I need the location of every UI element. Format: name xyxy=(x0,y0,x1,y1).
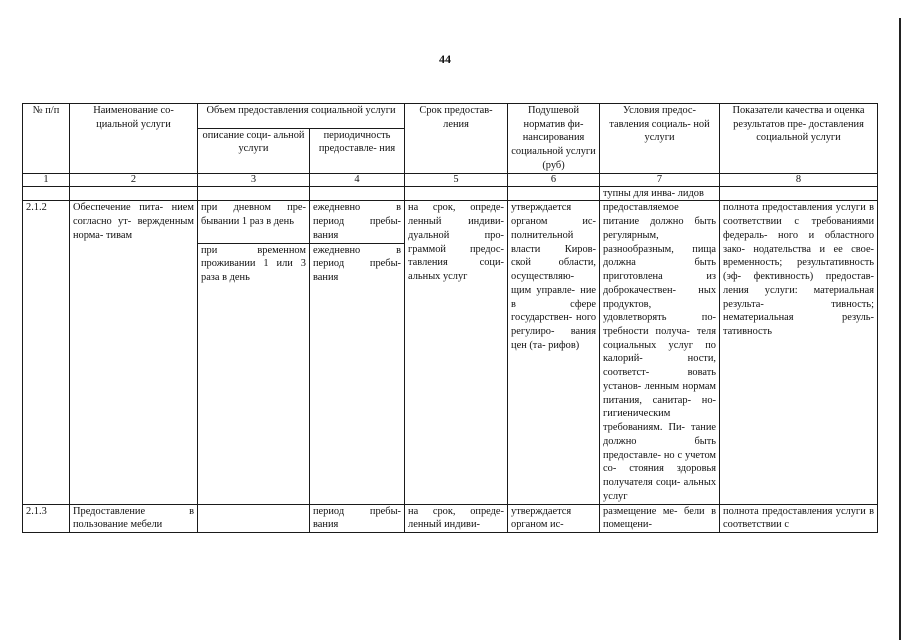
header-service-name: Наименование со- циальной услуги xyxy=(70,104,198,174)
header-description: описание соци- альной услуги xyxy=(198,128,310,173)
row-number: 2.1.3 xyxy=(23,504,70,532)
header-quality: Показатели качества и оценка результатов пре- доставления социальной услуги xyxy=(720,104,878,174)
continuation-row xyxy=(23,186,878,201)
row-conditions: размещение ме- бели в помещени- xyxy=(600,504,720,532)
header-conditions: Условия предос- тавления социаль- ной услуги xyxy=(600,104,720,174)
table-cell xyxy=(198,186,310,201)
row-description-stay: при временном проживании 1 или 3 раза в день xyxy=(198,243,310,504)
continuation-conditions: тупны для инва- лидов xyxy=(600,186,720,201)
page-edge-line xyxy=(899,18,901,640)
row-quality: полнота предоставления услуги в соответствии с xyxy=(720,504,878,532)
column-number: 7 xyxy=(600,173,720,186)
row-service-name: Предоставление в пользование мебели xyxy=(70,504,198,532)
row-norm: утверждается органом ис- полнительной власти Киров- ской области, осуществляю- щим управле- ние в сфере государствен- ного регулиро- вания цен (та- рифов) xyxy=(508,201,600,504)
page-number: 44 xyxy=(439,52,451,66)
row-periodicity-stay: ежедневно в период пребы- вания xyxy=(310,243,405,504)
row-quality: полнота предоставления услуги в соответствии с требованиями федераль- ного и областного зако- нодательства и ее свое- временность; результативность (эф- фективность) предостав- ления услуги: материальная результа- тивность; нематериальная резуль- тативность xyxy=(720,201,878,504)
row-periodicity: период пребы- вания xyxy=(310,504,405,532)
column-number: 5 xyxy=(405,173,508,186)
services-table xyxy=(22,103,878,533)
column-number: 3 xyxy=(198,173,310,186)
row-periodicity-day: ежедневно в период пребы- вания xyxy=(310,201,405,243)
table-cell xyxy=(405,186,508,201)
table-cell xyxy=(23,186,70,201)
row-description-day: при дневном пре- бывании 1 раз в день xyxy=(198,201,310,243)
table-cell xyxy=(70,186,198,201)
table-row xyxy=(23,201,878,243)
header-volume-group: Объем предоставления социальной услуги xyxy=(198,104,405,129)
row-term: на срок, опреде- ленный индиви- дуальной про- граммой предос- тавления соци- альных услуг xyxy=(405,201,508,504)
table-row xyxy=(23,504,878,532)
column-number: 8 xyxy=(720,173,878,186)
header-row-1 xyxy=(23,104,878,129)
row-conditions: предоставляемое питание должно быть регулярным, разнообразным, пища должна быть приготовлена из доброкачествен- ных продуктов, удовлетворять по- требности получа- теля социальных услуг по калорий- ности, соответст- вовать установ- ленным нормам питания, санитар- но-гигиеническим требованиям. Пи- тание должно быть предоставле- но с учетом со- стояния здоровья получателя соци- альных услуг xyxy=(600,201,720,504)
header-periodicity: периодичность предоставле- ния xyxy=(310,128,405,173)
header-num: № п/п xyxy=(23,104,70,174)
row-service-name: Обеспечение пита- нием согласно ут- вержденным норма- тивам xyxy=(70,201,198,504)
table-cell xyxy=(310,186,405,201)
header-term: Срок предостав- ления xyxy=(405,104,508,174)
column-number: 1 xyxy=(23,173,70,186)
header-norm: Подушевой норматив фи- нансирования социальной услуги (руб) xyxy=(508,104,600,174)
column-number: 2 xyxy=(70,173,198,186)
row-norm: утверждается органом ис- xyxy=(508,504,600,532)
table-cell xyxy=(720,186,878,201)
column-number: 4 xyxy=(310,173,405,186)
column-number: 6 xyxy=(508,173,600,186)
column-number-row xyxy=(23,173,878,186)
row-number: 2.1.2 xyxy=(23,201,70,504)
row-description xyxy=(198,504,310,532)
row-term: на срок, опреде- ленный индиви- xyxy=(405,504,508,532)
table-cell xyxy=(508,186,600,201)
